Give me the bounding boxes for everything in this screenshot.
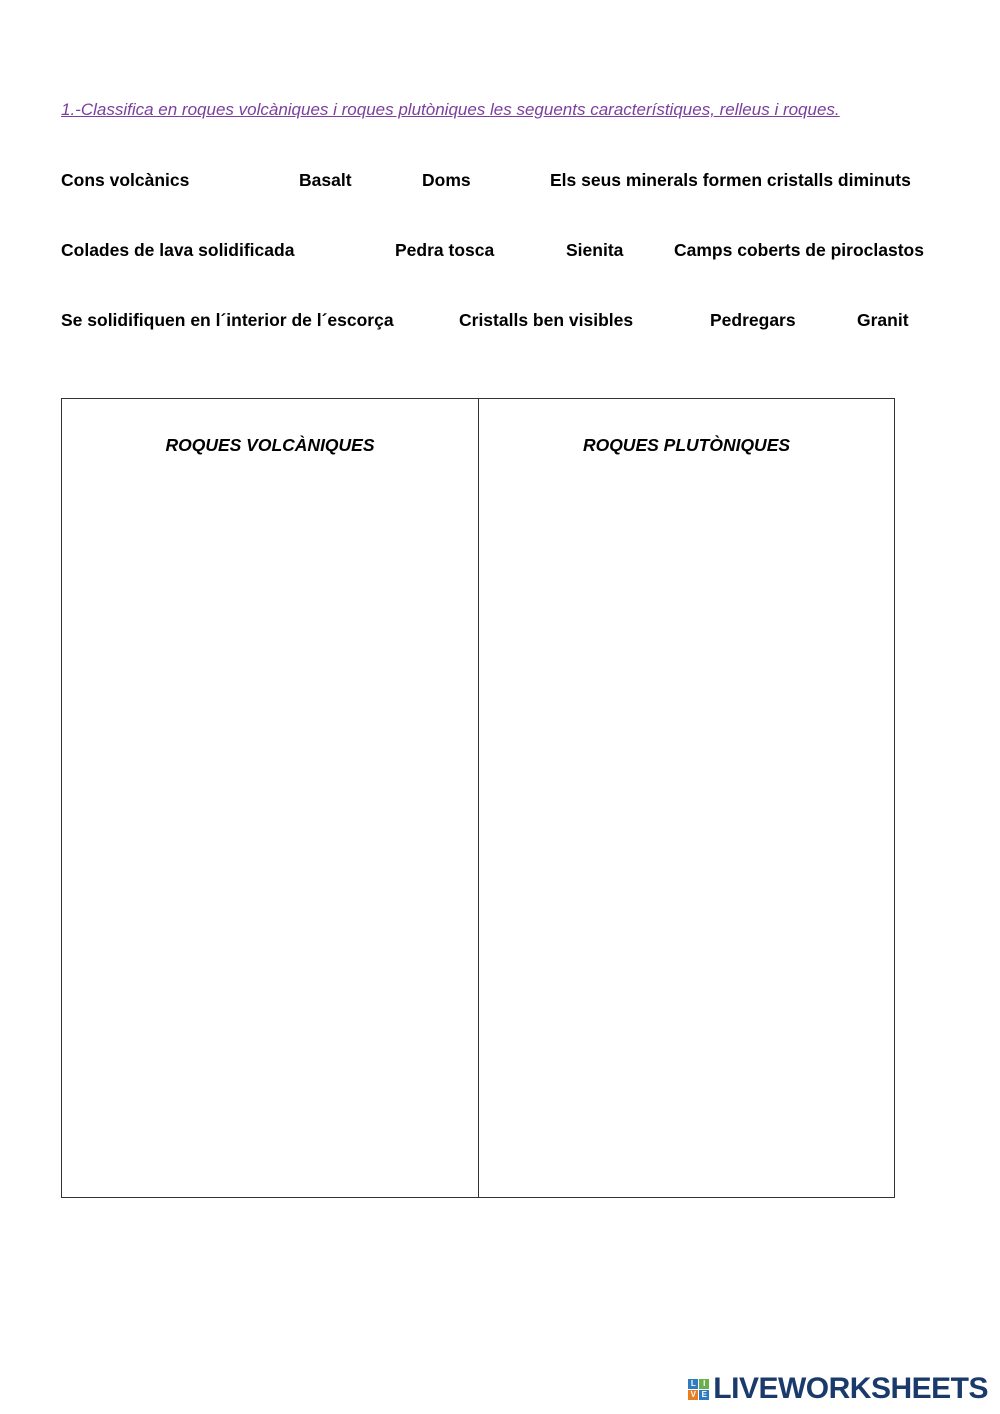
exercise-instruction: 1.-Classifica en roques volcàniques i roques plutòniques les seguents característiques, relleus i roques.: [61, 100, 840, 119]
term-cons-volcanics: Cons volcànics: [61, 170, 190, 190]
liveworksheets-mark-icon: [688, 1379, 709, 1400]
logo-mark-v: V: [688, 1390, 698, 1400]
classification-table: [61, 398, 895, 1198]
logo-text: LIVEWORKSHEETS: [713, 1372, 988, 1405]
term-basalt: Basalt: [299, 170, 352, 190]
term-se-solidifiquen: Se solidifiquen en l´interior de l´escorça: [61, 310, 394, 330]
term-cristalls-visibles: Cristalls ben visibles: [459, 310, 634, 330]
liveworksheets-logo: [688, 1372, 988, 1406]
plutonic-rocks-column[interactable]: [478, 399, 894, 1197]
term-pedra-tosca: Pedra tosca: [395, 240, 495, 260]
term-camps-piroclastos: Camps coberts de piroclastos: [674, 240, 924, 260]
term-doms: Doms: [422, 170, 471, 190]
term-cristalls-diminuts: Els seus minerals formen cristalls diminuts: [550, 170, 911, 190]
term-granit: Granit: [857, 310, 909, 330]
plutonic-rocks-header: ROQUES PLUTÒNIQUES: [582, 435, 791, 455]
term-pedregars: Pedregars: [710, 310, 796, 330]
volcanic-rocks-column[interactable]: [62, 399, 478, 1197]
logo-mark-e: E: [699, 1390, 709, 1400]
term-colades-de-lava: Colades de lava solidificada: [61, 240, 295, 260]
logo-mark-i: I: [699, 1379, 709, 1389]
term-sienita: Sienita: [566, 240, 624, 260]
logo-mark-l: L: [688, 1379, 698, 1389]
volcanic-rocks-header: ROQUES VOLCÀNIQUES: [165, 435, 375, 455]
